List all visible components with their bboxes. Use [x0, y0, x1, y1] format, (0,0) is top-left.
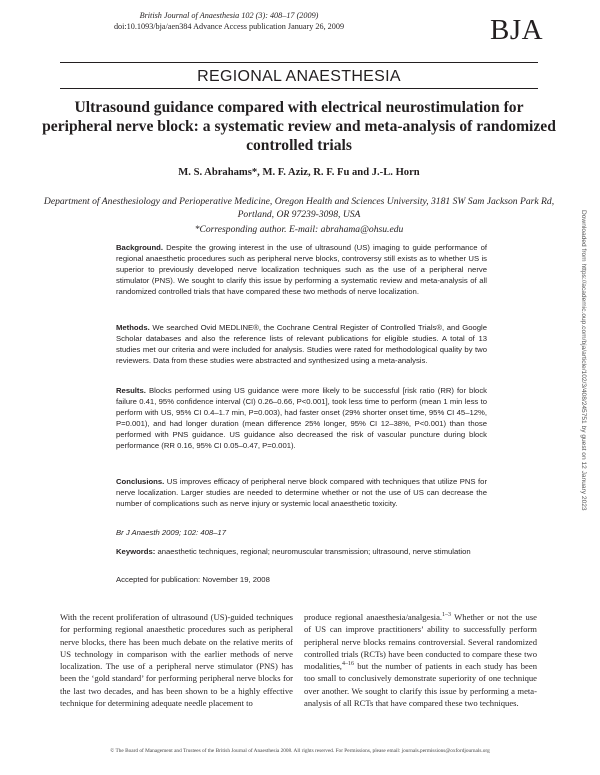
journal-citation-header: British Journal of Anaesthesia 102 (3): 408–17 (2009)	[139, 11, 319, 20]
affiliation: Department of Anesthesiology and Perioperative Medicine, Oregon Health and Sciences University, 3181 SW Sam Jackson Park Rd, Portland, OR 97239-3098, USA	[43, 196, 555, 220]
abstract-background-label: Background.	[116, 243, 163, 252]
abstract-results	[116, 385, 487, 451]
section-heading: REGIONAL ANAESTHESIA	[197, 68, 401, 85]
abstract-results-text: Blocks performed using US guidance were more likely to be successful [risk ratio (RR) for block failure 0.41, 95% confidence interval (CI) 0.26–0.66, P<0.001], took less time to perform (mean 1 min less to perform with US, 95% CI 0.4–1.7 min, P=0.003), had faster onset (29% shorter onset time, 95% CI 45–12%, P=0.001), and had longer duration (mean difference 25% longer, 95% CI 12–38%, P<0.001) than those performed with PNS guidance. US guidance also decreased the risk of vascular puncture during block performance (RR 0.16, 95% CI 0.05–0.47, P=0.001).	[116, 386, 488, 450]
abstract-conclusions-text: US improves efficacy of peripheral nerve block compared with techniques that utilize PNS for nerve localization. Larger studies are needed to determine whether or not the use of US can decrease the number of complications such as nerve injury or systemic local anaesthetic toxicity.	[116, 477, 488, 508]
abstract-background-text: Despite the growing interest in the use of ultrasound (US) imaging to guide performance of regional anaesthetic procedures such as peripheral nerve blocks, controversy still exists as to whether US is superior to previously developed nerve localization techniques such as the use of a peripheral nerve stimulator (PNS). We sought to clarify this issue by performing a systematic review and meta-analysis of all randomized controlled trials that have compared these two methods of nerve localization.	[116, 243, 488, 296]
abstract-citation: Br J Anaesth 2009; 102: 408–17	[116, 528, 226, 537]
corresponding-author: *Corresponding author. E-mail: abrahama@ohsu.edu	[194, 224, 404, 235]
keywords-label: Keywords:	[116, 547, 156, 556]
body-right-part2: Whether or not the use of US can improve practitioners’ ability to successfully perform peripheral nerve blocks remains controversial. Several randomized controlled trials (RCTs) have been conducted to compare these two modalities,	[304, 612, 537, 672]
download-side-note-text: Downloaded from https://academic.oup.com/bja/article/102/3/408/245751 by guest on 12 January 2023	[580, 210, 587, 511]
copyright-footer: © The Board of Management and Trustees of the British Journal of Anaesthesia 2008. All rights reserved. For Permissions, please email: journals.permissions@oxfordjournals.org	[110, 748, 490, 754]
journal-logo: BJA	[490, 14, 544, 46]
abstract-methods-label: Methods.	[116, 323, 150, 332]
article-title: Ultrasound guidance compared with electrical neurostimulation for peripheral nerve block: a systematic review and meta-analysis of randomized controlled trials	[42, 99, 556, 154]
section-rule-bottom	[60, 88, 538, 89]
reference-superscript[interactable]: 4–16	[341, 661, 354, 668]
abstract-background	[116, 242, 487, 297]
body-right-part1: produce regional anaesthesia/analgesia.	[304, 612, 443, 622]
abstract-conclusions-label: Conclusions.	[116, 477, 165, 486]
accepted-date: Accepted for publication: November 19, 2008	[116, 575, 270, 584]
abstract-results-label: Results.	[116, 386, 146, 395]
body-right-part3: but the number of patients in each study has been too small to conclusively demonstrate superiority of one technique over another. We sought to clarify this issue by performing a meta-analysis of all RCTs that have compared these two techniques.	[304, 661, 537, 709]
abstract-methods-text: We searched Ovid MEDLINE®, the Cochrane Central Register of Controlled Trials®, and Google Scholar databases and also the reference lists of relevant publications for eligible studies. A total of 13 studies met our criteria and were included for analysis. Studies were rated for methodological quality by two reviewers. Data from these studies were abstracted and synthesized using a meta-analysis.	[116, 323, 487, 365]
keywords	[116, 546, 487, 557]
abstract-methods	[116, 322, 487, 366]
section-rule-top	[60, 62, 538, 63]
author-list: M. S. Abrahams*, M. F. Aziz, R. F. Fu and J.-L. Horn	[178, 167, 420, 178]
reference-superscript[interactable]: 1–3	[442, 612, 452, 619]
body-column-left: With the recent proliferation of ultrasound (US)-guided techniques for performing regional anaesthetic procedures such as peripheral nerve blocks, there has been much debate on the relative merits of US technology in comparison with the earlier methods of nerve localization. The use of a peripheral nerve stimulator (PNS) has been the ‘gold standard’ for performing peripheral nerve blocks for the last two decades, and has been shown to be a highly effective technique for determining adequate needle placement to	[60, 612, 293, 709]
keywords-text: anaesthetic techniques, regional; neuromuscular transmission; ultrasound, nerve stimulation	[157, 547, 471, 556]
abstract-conclusions	[116, 476, 487, 509]
body-column-right	[304, 611, 537, 709]
doi-header: doi:10.1093/bja/aen384 Advance Access publication January 26, 2009	[113, 22, 345, 31]
download-side-note	[575, 210, 589, 580]
